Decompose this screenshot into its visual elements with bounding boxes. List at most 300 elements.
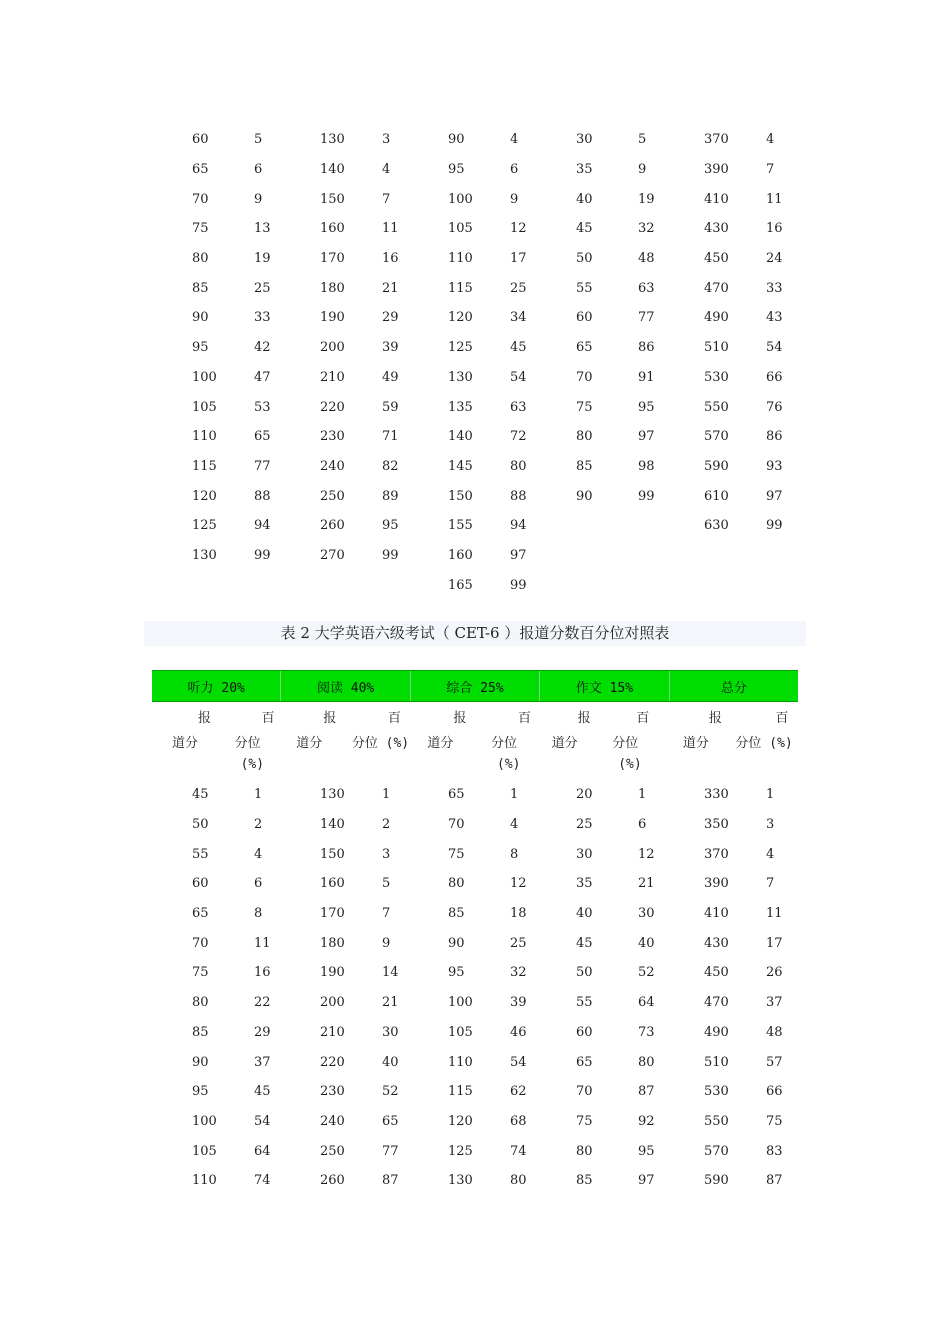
score-cell: 65	[192, 906, 209, 922]
score-cell: 610	[704, 488, 729, 504]
percentile-cell: 29	[254, 1024, 271, 1040]
percentile-cell: 46	[510, 1024, 527, 1040]
percentile-cell: 3	[766, 817, 775, 833]
percentile-cell: 68	[510, 1113, 527, 1129]
subheader-percentile: 分位 (%)	[351, 736, 410, 751]
score-cell: 20	[576, 787, 593, 803]
score-cell: 65	[192, 162, 209, 178]
table-row	[170, 988, 810, 1018]
percentile-cell: 4	[510, 817, 519, 833]
percentile-cell: 7	[766, 162, 775, 178]
percentile-cell: 64	[638, 995, 655, 1011]
score-cell: 160	[320, 221, 345, 237]
table-row	[170, 511, 810, 541]
score-cell: 35	[576, 876, 593, 892]
percentile-cell: 21	[638, 876, 655, 892]
percentile-cell: 74	[254, 1173, 271, 1189]
score-cell: 270	[320, 547, 345, 563]
score-cell: 100	[192, 1113, 217, 1129]
score-cell: 130	[192, 547, 217, 563]
percentile-cell: 37	[766, 995, 783, 1011]
subheader-score: 道分	[682, 736, 709, 751]
percentile-cell: 52	[638, 965, 655, 981]
score-cell: 90	[448, 132, 465, 148]
score-cell: 40	[576, 906, 593, 922]
percentile-cell: 9	[254, 191, 263, 207]
header-comprehensive: 综合 25%	[411, 671, 540, 701]
score-cell: 115	[192, 458, 217, 474]
score-cell: 80	[576, 429, 593, 445]
score-cell: 125	[448, 1143, 473, 1159]
score-cell: 50	[192, 817, 209, 833]
table-row	[170, 214, 810, 244]
percentile-cell: 48	[766, 1024, 783, 1040]
score-cell	[554, 511, 618, 541]
subheader-score: 报	[198, 711, 212, 726]
percentile-cell: 87	[766, 1173, 783, 1189]
percentile-cell: 25	[254, 280, 271, 296]
score-cell: 250	[320, 488, 345, 504]
table-row	[170, 452, 810, 482]
percentile-cell: 12	[638, 846, 655, 862]
percentile-cell: 93	[766, 458, 783, 474]
percentile-cell: 64	[254, 1143, 271, 1159]
percentile-cell: 39	[382, 340, 399, 356]
percentile-cell	[618, 511, 682, 541]
header-listening: 听力 20%	[152, 671, 281, 701]
subheader-percentile: 百	[387, 711, 401, 726]
percentile-cell: 17	[766, 935, 783, 951]
score-cell: 70	[576, 369, 593, 385]
score-cell: 190	[320, 965, 345, 981]
table-row	[170, 1018, 810, 1048]
subheader-percentile: 百	[775, 711, 789, 726]
score-cell: 80	[448, 876, 465, 892]
score-cell: 100	[448, 995, 473, 1011]
score-cell: 95	[192, 1084, 209, 1100]
percentile-cell: 87	[382, 1173, 399, 1189]
score-cell: 90	[192, 310, 209, 326]
score-cell: 165	[448, 577, 473, 593]
percentile-cell: 9	[510, 191, 519, 207]
percentile-cell: 6	[510, 162, 519, 178]
percentile-cell: 5	[382, 876, 391, 892]
score-cell: 530	[704, 1084, 729, 1100]
subheader-score: 道分	[551, 736, 578, 751]
percentile-cell: 8	[254, 906, 263, 922]
percentile-cell: 97	[638, 429, 655, 445]
score-cell: 430	[704, 935, 729, 951]
percentile-cell: 49	[382, 369, 399, 385]
score-cell: 65	[576, 340, 593, 356]
percentile-cell: 63	[510, 399, 527, 415]
table-row	[170, 1077, 810, 1107]
table-row	[170, 333, 810, 363]
table-row	[170, 125, 810, 155]
percentile-cell: 54	[510, 1054, 527, 1070]
percentile-cell: 37	[254, 1054, 271, 1070]
percentile-cell: 97	[638, 1173, 655, 1189]
percentile-cell: 52	[382, 1084, 399, 1100]
percentile-cell: 1	[766, 787, 775, 803]
percentile-cell: 9	[382, 935, 391, 951]
percentile-cell: 86	[766, 429, 783, 445]
score-cell: 90	[576, 488, 593, 504]
percentile-cell: 66	[766, 1084, 783, 1100]
score-cell: 120	[448, 310, 473, 326]
score-cell: 55	[576, 280, 593, 296]
subheader-percentile: 分位 (%)	[735, 736, 793, 751]
score-cell: 75	[192, 221, 209, 237]
percentile-cell: 48	[638, 251, 655, 267]
table-row	[170, 1047, 810, 1077]
score-cell: 155	[448, 518, 473, 534]
percentile-cell: 40	[382, 1054, 399, 1070]
percentile-cell: 65	[254, 429, 271, 445]
score-cell: 180	[320, 280, 345, 296]
percentile-cell: 14	[382, 965, 399, 981]
score-cell: 75	[576, 399, 593, 415]
percentile-cell: 63	[638, 280, 655, 296]
score-cell	[554, 570, 618, 600]
score-cell: 140	[448, 429, 473, 445]
table-row	[170, 869, 810, 899]
percentile-cell: 30	[638, 906, 655, 922]
header-writing: 作文 15%	[540, 671, 669, 701]
percentile-cell: 4	[382, 162, 391, 178]
score-cell: 85	[576, 458, 593, 474]
percentile-cell: 47	[254, 369, 271, 385]
percentile-cell: 45	[510, 340, 527, 356]
score-cell: 55	[576, 995, 593, 1011]
score-cell: 100	[448, 191, 473, 207]
percentile-cell: 83	[766, 1143, 783, 1159]
score-cell: 70	[192, 191, 209, 207]
subheader-percentile: 百	[261, 711, 275, 726]
score-cell: 190	[320, 310, 345, 326]
percentile-cell: 92	[638, 1113, 655, 1129]
score-cell: 50	[576, 251, 593, 267]
percentile-cell: 2	[382, 817, 391, 833]
score-cell: 410	[704, 191, 729, 207]
score-cell	[170, 570, 234, 600]
score-cell: 115	[448, 1084, 473, 1100]
score-cell: 570	[704, 1143, 729, 1159]
score-cell: 470	[704, 280, 729, 296]
score-cell: 250	[320, 1143, 345, 1159]
score-cell: 75	[448, 846, 465, 862]
percentile-cell: 91	[638, 369, 655, 385]
score-cell: 230	[320, 429, 345, 445]
score-cell: 45	[576, 935, 593, 951]
score-cell: 70	[192, 935, 209, 951]
score-cell: 350	[704, 817, 729, 833]
subheader-score: 报	[708, 711, 722, 726]
percentile-cell: 21	[382, 995, 399, 1011]
percentile-cell: 7	[382, 191, 391, 207]
percentile-cell: 7	[382, 906, 391, 922]
percentile-cell: 71	[382, 429, 399, 445]
percentile-cell: 77	[638, 310, 655, 326]
score-cell: 85	[448, 906, 465, 922]
score-cell: 105	[192, 1143, 217, 1159]
table-row	[170, 392, 810, 422]
score-cell: 490	[704, 1024, 729, 1040]
percentile-cell: 88	[510, 488, 527, 504]
percentile-cell: 25	[510, 280, 527, 296]
score-cell: 570	[704, 429, 729, 445]
percentile-cell: 95	[382, 518, 399, 534]
percentile-cell: 88	[254, 488, 271, 504]
percentile-cell: 86	[638, 340, 655, 356]
percentile-cell: 6	[254, 876, 263, 892]
score-cell: 90	[192, 1054, 209, 1070]
subheader-percentile: 分位	[234, 736, 261, 751]
score-cell: 35	[576, 162, 593, 178]
percentile-cell: 11	[766, 191, 783, 207]
percentile-cell: 73	[638, 1024, 655, 1040]
percentile-cell: 99	[766, 518, 783, 534]
percentile-cell: 25	[510, 935, 527, 951]
score-cell: 60	[576, 1024, 593, 1040]
score-cell: 45	[576, 221, 593, 237]
percentile-cell: 66	[766, 369, 783, 385]
score-cell: 130	[448, 369, 473, 385]
table-row	[170, 541, 810, 571]
percentile-cell: 87	[638, 1084, 655, 1100]
score-cell: 590	[704, 458, 729, 474]
subheader-percentile: (%)	[240, 757, 265, 772]
percentile-cell: 4	[254, 846, 263, 862]
score-cell	[554, 541, 618, 571]
score-cell: 60	[576, 310, 593, 326]
percentile-cell: 3	[382, 846, 391, 862]
percentile-cell: 95	[638, 399, 655, 415]
score-cell: 220	[320, 399, 345, 415]
subheader-score: 报	[453, 711, 467, 726]
score-cell: 510	[704, 340, 729, 356]
score-cell: 260	[320, 518, 345, 534]
table-row	[170, 184, 810, 214]
percentile-cell: 42	[254, 340, 271, 356]
percentile-cell: 3	[382, 132, 391, 148]
percentile-cell: 26	[766, 965, 783, 981]
score-cell: 105	[192, 399, 217, 415]
percentile-cell: 43	[766, 310, 783, 326]
score-cell: 150	[320, 846, 345, 862]
percentile-cell: 89	[382, 488, 399, 504]
score-cell: 370	[704, 132, 729, 148]
table-row	[170, 570, 810, 600]
cet6-percentile-table	[170, 780, 810, 1196]
score-cell: 160	[448, 547, 473, 563]
percentile-cell: 12	[510, 221, 527, 237]
score-cell	[682, 570, 746, 600]
score-cell: 200	[320, 995, 345, 1011]
percentile-cell: 80	[510, 1173, 527, 1189]
percentile-cell: 21	[382, 280, 399, 296]
score-cell: 130	[320, 787, 345, 803]
score-cell: 590	[704, 1173, 729, 1189]
table-header-bar	[152, 670, 798, 702]
percentile-cell	[234, 570, 298, 600]
percentile-cell: 19	[638, 191, 655, 207]
percentile-cell: 33	[766, 280, 783, 296]
score-cell: 150	[320, 191, 345, 207]
percentile-cell: 99	[510, 577, 527, 593]
table-row	[170, 810, 810, 840]
score-cell: 330	[704, 787, 729, 803]
score-cell: 170	[320, 906, 345, 922]
score-cell: 240	[320, 1113, 345, 1129]
score-cell: 50	[576, 965, 593, 981]
percentile-cell: 18	[510, 906, 527, 922]
score-cell: 75	[576, 1113, 593, 1129]
percentile-cell: 4	[510, 132, 519, 148]
percentile-cell	[618, 570, 682, 600]
percentile-cell: 16	[766, 221, 783, 237]
score-cell: 200	[320, 340, 345, 356]
percentile-cell: 99	[254, 547, 271, 563]
score-cell: 390	[704, 162, 729, 178]
score-cell: 430	[704, 221, 729, 237]
score-cell: 95	[448, 965, 465, 981]
percentile-cell: 11	[766, 906, 783, 922]
score-cell: 630	[704, 518, 729, 534]
percentile-cell: 29	[382, 310, 399, 326]
cet4-percentile-table	[170, 125, 810, 600]
subheader-score: 报	[577, 711, 591, 726]
score-cell: 260	[320, 1173, 345, 1189]
table-row	[170, 363, 810, 393]
percentile-cell: 7	[766, 876, 775, 892]
subheader-score: 道分	[427, 736, 454, 751]
table-row	[170, 899, 810, 929]
score-cell: 85	[192, 1024, 209, 1040]
table-row	[170, 273, 810, 303]
score-cell: 60	[192, 132, 209, 148]
percentile-cell: 34	[510, 310, 527, 326]
percentile-cell: 13	[254, 221, 271, 237]
score-cell: 135	[448, 399, 473, 415]
percentile-cell: 4	[766, 846, 775, 862]
score-cell: 180	[320, 935, 345, 951]
score-cell: 80	[576, 1143, 593, 1159]
score-cell: 170	[320, 251, 345, 267]
percentile-cell: 40	[638, 935, 655, 951]
percentile-cell: 80	[638, 1054, 655, 1070]
score-cell: 75	[192, 965, 209, 981]
percentile-cell: 33	[254, 310, 271, 326]
score-cell	[682, 541, 746, 571]
score-cell: 70	[448, 817, 465, 833]
percentile-cell: 5	[254, 132, 263, 148]
table-subheader	[152, 703, 798, 779]
score-cell: 140	[320, 162, 345, 178]
score-cell: 110	[192, 1173, 217, 1189]
score-cell: 85	[576, 1173, 593, 1189]
percentile-cell: 77	[254, 458, 271, 474]
percentile-cell: 97	[510, 547, 527, 563]
score-cell: 65	[576, 1054, 593, 1070]
percentile-cell: 99	[382, 547, 399, 563]
score-cell: 120	[448, 1113, 473, 1129]
percentile-cell: 32	[510, 965, 527, 981]
score-cell: 105	[448, 1024, 473, 1040]
percentile-cell: 1	[254, 787, 263, 803]
percentile-cell: 1	[638, 787, 647, 803]
score-cell: 230	[320, 1084, 345, 1100]
score-cell: 60	[192, 876, 209, 892]
percentile-cell: 94	[254, 518, 271, 534]
score-cell: 160	[320, 876, 345, 892]
percentile-cell: 9	[638, 162, 647, 178]
subheader-percentile: (%)	[497, 757, 521, 772]
score-cell: 95	[192, 340, 209, 356]
subheader-percentile: (%)	[618, 757, 642, 772]
percentile-cell: 6	[254, 162, 263, 178]
percentile-cell: 82	[382, 458, 399, 474]
score-cell: 145	[448, 458, 473, 474]
header-total: 总分	[720, 680, 747, 696]
score-cell: 450	[704, 965, 729, 981]
score-cell: 210	[320, 1024, 345, 1040]
score-cell: 125	[448, 340, 473, 356]
score-cell: 100	[192, 369, 217, 385]
score-cell: 490	[704, 310, 729, 326]
table-row	[170, 303, 810, 333]
score-cell: 130	[320, 132, 345, 148]
score-cell: 510	[704, 1054, 729, 1070]
score-cell: 220	[320, 1054, 345, 1070]
percentile-cell: 53	[254, 399, 271, 415]
score-cell: 110	[448, 251, 473, 267]
score-cell: 410	[704, 906, 729, 922]
table-row	[170, 481, 810, 511]
percentile-cell: 54	[510, 369, 527, 385]
score-cell: 370	[704, 846, 729, 862]
percentile-cell: 97	[766, 488, 783, 504]
percentile-cell: 24	[766, 251, 783, 267]
score-cell: 240	[320, 458, 345, 474]
percentile-cell: 4	[766, 132, 775, 148]
score-cell: 530	[704, 369, 729, 385]
table-row	[170, 958, 810, 988]
percentile-cell: 22	[254, 995, 271, 1011]
score-cell: 30	[576, 132, 593, 148]
table-row	[170, 155, 810, 185]
score-cell: 120	[192, 488, 217, 504]
table-row	[170, 1166, 810, 1196]
score-cell: 30	[576, 846, 593, 862]
score-cell: 470	[704, 995, 729, 1011]
score-cell: 45	[192, 787, 209, 803]
percentile-cell: 65	[382, 1113, 399, 1129]
percentile-cell: 17	[510, 251, 527, 267]
percentile-cell: 11	[382, 221, 399, 237]
score-cell: 210	[320, 369, 345, 385]
percentile-cell: 1	[382, 787, 391, 803]
table-row	[170, 928, 810, 958]
percentile-cell	[362, 570, 426, 600]
table-row	[170, 422, 810, 452]
percentile-cell: 19	[254, 251, 271, 267]
percentile-cell: 95	[638, 1143, 655, 1159]
percentile-cell: 12	[510, 876, 527, 892]
header-reading: 阅读 40%	[281, 671, 410, 701]
percentile-cell: 45	[254, 1084, 271, 1100]
score-cell: 85	[192, 280, 209, 296]
